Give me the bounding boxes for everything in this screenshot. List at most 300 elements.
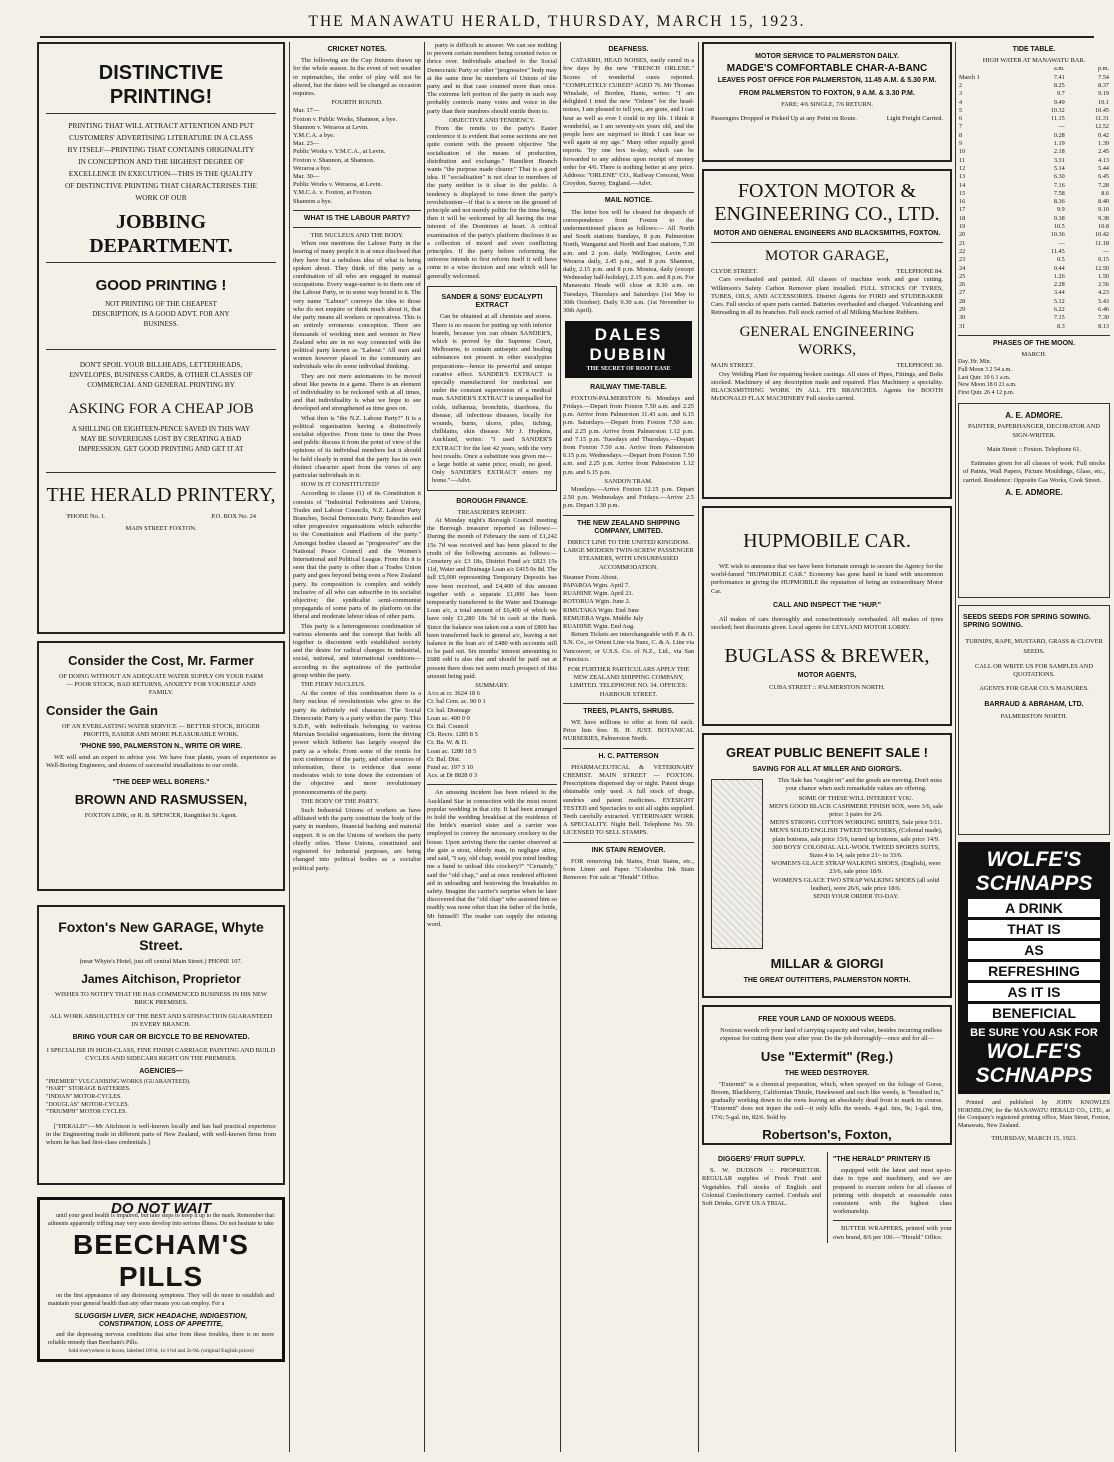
admore-body: Estimates given for all classes of work. Full stocks of Paints, Wall Papers, Picture Mouldings, Glass, etc., carried. Residence: Opposite Gas Works, Cook Street. xyxy=(963,460,1105,484)
diggers-heading: DIGGERS' FRUIT SUPPLY. xyxy=(718,1156,805,1163)
dales-name: DALES DUBBIN xyxy=(589,325,668,365)
table-row xyxy=(958,132,1110,140)
seeds-list: TURNIPS, RAPE, MUSTARD, GRASS & CLOVER SEEDS. xyxy=(965,637,1103,655)
table-cell: 2.56 xyxy=(1098,281,1109,289)
masthead-title: THE MANAWATU HERALD, THURSDAY, MARCH 15, 1923. xyxy=(308,13,806,30)
weeds-heading: FREE YOUR LAND OF NOXIOUS WEEDS. xyxy=(758,1016,896,1023)
table-cell: 9.10 xyxy=(1098,206,1109,214)
telephone-30: TELEPHONE 30. xyxy=(896,362,943,370)
dales-tag: THE SECRET OF ROOT EASE xyxy=(586,366,671,373)
admore-name-2: A. E. ADMORE. xyxy=(1005,487,1063,497)
farmer-advert xyxy=(37,641,285,891)
imprint-date: THURSDAY, MARCH 15, 1923. xyxy=(991,1134,1077,1142)
diggers-body: S. W. DUDSON :: PROPRIETOR. REGULAR supplies of Fresh Fruit and Vegetables. Full stocks of English and Colonial Confectionery carried. Cordials and Soft Drinks. GIVE US A TRIAL. xyxy=(702,1167,821,1208)
imprint: Printed and published by JOHN KNOWLES HORNBLOW, for the MANAWATU HERALD CO., LTD., at the Company's registered printing office, Main Street, Foxton, Manawatu, New Zealand. xyxy=(958,1100,1110,1130)
list-item: Public Works v. Weraroa, at Levin. xyxy=(293,181,383,189)
garage-agencies: AGENCIES— xyxy=(139,1067,183,1075)
general-engineering-heading: GENERAL ENGINEERING WORKS, xyxy=(739,324,915,359)
table-cell: 8.40 xyxy=(1098,198,1109,206)
dales-dubbin-advert xyxy=(565,321,692,377)
patterson-heading: H. C. PATTERSON xyxy=(598,752,659,760)
column-6 xyxy=(958,42,1110,1454)
table-cell: 5.43 xyxy=(1098,297,1109,305)
moon-month: MARCH. xyxy=(1021,351,1047,359)
table-cell: 10.45 xyxy=(1095,106,1109,114)
table-cell: 18 xyxy=(959,214,966,222)
table-cell: 2.18 xyxy=(1053,148,1065,156)
table-row xyxy=(958,281,1110,289)
buglass-address: CUBA STREET :: PALMERSTON NORTH. xyxy=(769,683,885,691)
patterson-body: PHARMACEUTICAL & VETERINARY CHEMIST. MAIN STREET — FOXTON. Prescriptions dispensed day or night. Patent drugs obtainable only used. A full stock of drugs, sundries and patent medicines. EYESIGHT TESTED and Spectacles to suit all sights supplied. Teeth carefully extracted. VETERINARY WORK A SPECIALITY. Night Bell. Telephone No. 59. LICENSED TO SELL STAMPS. xyxy=(563,763,694,837)
borough-sub: TREASURER'S REPORT. xyxy=(457,508,527,516)
be-sure: BE SURE YOU ASK FOR xyxy=(970,1027,1098,1040)
list-item: "HART" STORAGE BATTERIES. xyxy=(46,1086,131,1093)
column-rule xyxy=(424,42,425,1452)
table-row xyxy=(958,190,1110,198)
table-header xyxy=(958,65,1110,73)
brown-rasmussen: BROWN AND RASMUSSEN, xyxy=(74,791,248,807)
farmer-body: OF DOING WITHOUT AN ADEQUATE WATER SUPPLY ON YOUR FARM — POOR STOCK, BAD RETURNS, ANXIETY FOR YOURSELF AND FAMILY. xyxy=(58,673,264,697)
millar-sub: THE GREAT OUTFITTERS, PALMERSTON NORTH. xyxy=(743,977,911,985)
buglass-heading: BUGLASS & BREWER, xyxy=(724,645,930,668)
garage-wishes: WISHES TO NOTIFY THAT HE HAS COMMENCED BUSINESS IN HIS NEW BRICK PREMISES. xyxy=(55,991,267,1007)
table-cell: 27 xyxy=(959,289,966,297)
table-row xyxy=(958,206,1110,214)
list-item: Steamer From About. xyxy=(563,573,619,581)
good-printing-heading: GOOD PRINTING ! xyxy=(95,277,227,294)
labour-heading: WHAT IS THE LABOUR PARTY? xyxy=(303,214,411,222)
ink-body: FOR removing Ink Stains, Fruit Stains, etc., from Linen and Paper. "Columbia Ink Stain Remover. For sale at "Herald" Office. xyxy=(563,857,694,882)
table-cell: 10.36 xyxy=(1050,231,1065,239)
list-item: Last Qutr. 10 6 1 a.m. xyxy=(958,374,1011,381)
article-paragraph: THE BODY OF THE PARTY. xyxy=(301,797,379,805)
table-cell: 10.42 xyxy=(1095,231,1109,239)
tide-sub: HIGH WATER AT MANAWATU BAR. xyxy=(982,57,1086,65)
table-cell: 0.5 xyxy=(1056,256,1065,264)
madge-heading: MADGE'S COMFORTABLE CHAR-A-BANC xyxy=(726,63,928,75)
wolfe-title: WOLFE'S SCHNAPPS xyxy=(975,848,1093,896)
list-item: "DOUGLAS" MOTOR-CYCLES. xyxy=(46,1101,130,1108)
wolfe-line: BENEFICIAL xyxy=(968,1004,1100,1022)
table-row xyxy=(958,140,1110,148)
seeds-advert xyxy=(958,605,1110,835)
bottom-adverts xyxy=(702,1152,952,1243)
table-row xyxy=(958,256,1110,264)
shipping-return: Return Tickets are interchangeable with P. & O. S.N. Co., or Orient Line via Suez, C. & A. Line via Vancouver, or U.S.S. Co. of N.Z., Ltd., via San Francisco. xyxy=(563,631,694,663)
list-item: "INDIAN" MOTOR-CYCLES. xyxy=(46,1094,122,1101)
deep-well: "THE DEEP WELL BORERS." xyxy=(112,778,210,786)
herald-box: P.O. BOX No. 24 xyxy=(211,513,256,520)
article-paragraph: According to clause (1) of its Constitution it consists of "Industrial Federations and Unions, Trades and Labour Councils, N.Z. Labour Party Branches, Social Democratic Party Branches and other progressive organisations which subscribe to the Constitution and Platform of the party." Amongst bodies classed as "progressive" are the National Peace Council and the Women's International and Political League. From this it is seen that the party is other than a Trades Union party and goes beyond being even a New Zealand party. Its composition is complex and widely inclusive of all who can subscribe to its socialist objective; the syndicalist semi-communist propaganda of some parts of its platform on the liberal and moderate labour ideas of other parts. xyxy=(293,490,421,621)
shilling-text: A SHILLING OR EIGHTEEN-PENCE SAVED IN THIS WAY MAY BE SOVEREIGNS LOST BY CREATING A BAD IMPRESSION. GET GOOD PRINTING AND GET IT AT xyxy=(71,425,251,453)
list-item: Cr. bal Cem. ac. 90 0 1 xyxy=(427,698,486,706)
herald-printery-body: equipped with the latest and most up-to-date in type and machinery, and we are prepared to execute orders for all classes of printing with despatch at reasonable rates consistent with the highest class workmanship. xyxy=(833,1167,952,1216)
table-row xyxy=(958,99,1110,107)
masthead xyxy=(0,0,1114,40)
list-item: Ch. Recrs. 1285 8 5 xyxy=(427,731,478,739)
wolfe-line: AS IT IS xyxy=(968,983,1100,1001)
farmer-agent: FOXTON LINK, or R. B. SPENCER, Rangitikei St. Agent. xyxy=(84,811,238,819)
list-item: Shannon a bye. xyxy=(293,197,333,205)
table-cell: 5.14 xyxy=(1053,164,1065,172)
mail-heading: MAIL NOTICE. xyxy=(604,197,653,205)
motor-service-heading: MOTOR SERVICE TO PALMERSTON DAILY. xyxy=(755,53,899,60)
do-not-wait: DO NOT WAIT xyxy=(111,1200,211,1217)
sandon-heading: SANDON TRAM. xyxy=(604,477,653,485)
list-item: PAPAROA Wgtn. April 7. xyxy=(563,581,630,589)
table-cell: 7.28 xyxy=(1098,181,1109,189)
barraud-address: PALMERSTON NORTH. xyxy=(1000,712,1068,720)
table-header-cell: a.m. xyxy=(1054,65,1065,73)
millar-giorgi: MILLAR & GIORGI xyxy=(770,956,884,972)
sale-sub: SAVING FOR ALL AT MILLER AND GIORGI'S. xyxy=(752,766,902,773)
beecham-sold: Sold everywhere in boxes, labelled 10½d, 1s-1½d and 2s-9d. (original English prices) xyxy=(68,1348,254,1355)
table-row xyxy=(958,173,1110,181)
labour-continued: party is difficult to answer. We can see nothing to prevent certain members being counted twice or thrice over. Individuals attached to the Social Democratic Party or other "progressive" body may at the same time be members of Unions of the party and in that case counted more than once. The extreme left portion of the party in such way probably controls many votes and voice in the party than their numbers should entitle them to. xyxy=(427,42,557,115)
spoil-text: DON'T SPOIL YOUR BILLHEADS, LETTERHEADS, ENVELOPES, BUSINESS CARDS, & OTHER CLASSES OF COMMERCIAL AND GENERAL PRINTING BY xyxy=(69,361,253,389)
list-item: REMUERA Wgtn. Middle July xyxy=(563,614,644,622)
sale-illustration xyxy=(711,779,763,949)
column-3 xyxy=(427,42,557,1454)
list-item: Cr. bal. Drainage xyxy=(427,706,471,714)
list-item: 300 BOYS' COLONIAL ALL-WOOL TWEED SPORTS SUITS, Sizes 4 to 14, sale price 21/- to 33/6. xyxy=(772,843,940,860)
garage-near: (near Whyte's Hotel, just off central Main Street.) PHONE 107. xyxy=(79,958,243,965)
table-cell: 10 xyxy=(959,148,966,156)
table-row xyxy=(958,123,1110,131)
table-cell: 4.23 xyxy=(1098,289,1109,297)
table-cell: 5.44 xyxy=(1098,164,1109,172)
table-cell: 8 xyxy=(959,131,963,139)
sale-intro: This Sale has "caught on" and the goods are moving. Don't miss your chance when such remarkable values are offering. xyxy=(778,777,942,793)
list-item: Fund ac. 197 3 10 xyxy=(427,764,473,772)
list-item: Loan ac. 400 0 0 xyxy=(427,714,470,722)
table-cell: 12.52 xyxy=(1095,123,1109,131)
table-cell: 0.42 xyxy=(1098,131,1109,139)
admore-name: A. E. ADMORE. xyxy=(1005,411,1063,421)
list-item: ROTORUA Wgtn. June 2. xyxy=(563,598,631,606)
table-cell: 0.15 xyxy=(1098,256,1109,264)
table-row xyxy=(958,273,1110,281)
madge-fare: FARE: 4/6 SINGLE, 7/6 RETURN. xyxy=(781,100,873,108)
shipping-heading: THE NEW ZEALAND SHIPPING COMPANY, LIMITED. xyxy=(576,519,681,535)
beecham-list: SLUGGISH LIVER, SICK HEADACHE, INDIGESTION, CONSTIPATION, LOSS OF APPETITE, xyxy=(74,1312,248,1328)
cricket-body: The following are the Cup fixtures drawn up for the whole season. In the event of wet weather or reptmatches, the order of play will not be altered, but the dates will be changed as occasion requires. xyxy=(293,57,421,98)
robertsons-heading: Robertson's, Foxton, xyxy=(762,1126,892,1142)
summary-list xyxy=(427,690,557,780)
list-item: RUAHINE Wgtn. April 21. xyxy=(563,590,634,598)
table-cell: 3 xyxy=(959,90,963,98)
sandon-body: Mondays.—Arrive Foxton 12.15 p.m. Depart 2.50 p.m. Wednesdays and Fridays.—Arrive 2.5 p.m. Depart 3.30 p.m. xyxy=(563,485,694,510)
list-item: "PREMIER" VULCANISING WORKS (GUARANTEED). xyxy=(46,1078,191,1085)
table-row xyxy=(958,182,1110,190)
table-row xyxy=(958,240,1110,248)
jobbing-heading: JOBBING DEPARTMENT. xyxy=(89,211,233,257)
table-cell: 9.19 xyxy=(1098,90,1109,98)
table-cell: 8.25 xyxy=(1053,82,1065,89)
round-heading: FOURTH ROUND. xyxy=(331,99,383,107)
garage-bring: BRING YOUR CAR OR BICYCLE TO BE RENOVATED. xyxy=(72,1034,250,1042)
table-cell: 17 xyxy=(959,206,966,214)
table-cell: 12.50 xyxy=(1095,264,1109,272)
column-rule xyxy=(289,42,290,1452)
moon-list xyxy=(958,359,1110,397)
admore-trade: PAINTER, PAPERHANGER, DECORATOR AND SIGN-WRITER. xyxy=(967,423,1101,439)
list-item: Cr. Bal. Dist. xyxy=(427,755,461,763)
table-row xyxy=(958,265,1110,273)
mail-body: The letter box will be cleared for despatch of correspondence from Foxton to the undermentioned places as follows:— All North and South stations Sundays, 8 p.m. Palmerston North, Wanganui and North and East stations, 7.30 a.m. and 2 p.m. daily. Wellington, Levin and Weraroa daily, 2.45 p.m., and 8 p.m. Shannon, daily, 2.15 p.m. and 8 p.m. Moutoa, daily (except Wednesday half-holiday), 2.15 p.m. and 8 p.m. For Manawatu Heads will close at 8.30 a.m. on Tuesdays, Thursdays and Saturdays (1st May to 30th October). Daily 9.30 a.m. (1st November to 30th April). xyxy=(563,208,694,315)
table-row xyxy=(958,165,1110,173)
list-item: "TRIUMPH" MOTOR CYCLES. xyxy=(46,1109,127,1116)
table-cell: 11 xyxy=(959,156,965,164)
table-cell: 13 xyxy=(959,173,966,181)
table-cell: 10.5 xyxy=(1053,223,1065,231)
admore-advert xyxy=(958,403,1110,598)
farmer-send: WE will send an expert to advise you. We have four plants, years of experience as Well-Boring Engineers, and dozens of successful installations to our credit. xyxy=(46,754,276,770)
farmer-phone: 'PHONE 590, PALMERSTON N., WRITE OR WIRE. xyxy=(79,743,243,751)
foxton-motor-advert xyxy=(702,169,952,499)
list-item: MEN'S SOLID ENGLISH TWEED TROUSERS, (Colonial made), plain bottoms, sale price 13/6, turned up bottoms, sale price 14/9. xyxy=(769,827,943,843)
table-row xyxy=(958,223,1110,231)
beechams-pills-title: BEECHAM'S PILLS xyxy=(73,1229,249,1293)
table-cell: 6.30 xyxy=(1053,173,1065,181)
wolfes-schnapps-advert xyxy=(958,842,1110,1094)
hupmobile-heading: HUPMOBILE CAR. xyxy=(743,530,911,552)
table-row xyxy=(958,90,1110,98)
table-cell: 9.7 xyxy=(1056,90,1065,98)
objective-heading: OBJECTIVE AND TENDENCY. xyxy=(449,116,535,124)
printing-heading: DISTINCTIVE PRINTING! xyxy=(98,62,224,108)
list-item: Foxton v. Public Works, Shannon, a bye. xyxy=(293,115,398,123)
printing-body: PRINTING THAT WILL ATTRACT ATTENTION AND PUT CUSTOMERS' ADVERTISING LITERATURE IN A CLASS BY ITSELF—PRINTING THAT CONTAINS ORIGINALITY IN CONCEPTION AND THE HIGHEST DEGREE OF EXCELLENCE IN EXECUTION—THIS IS THE QUALITY OF DISTINCTIVE PRINTING THAT CHARACTERISES THE WORK OF OUR xyxy=(65,121,257,202)
list-item: Foxton v. Shannon, at Shannon. xyxy=(293,156,375,164)
borough-body: At Monday night's Borough Council meeting the Borough treasurer reported as follows:—During the month of February the sum of £1,242 15s 7d was received and has been placed to the credit of the following accounts as follows:—Cemetery a/c £3 18s, District Fund a/c £823 15s 11d, Water and Drainage Loan a/c £415 0s 8d. The full £5,000 representing Temporary Deposits has now been received, and £4,400 of this amount together with a separate £1,000 has been temporarily transferred to the Water and Drainage Loan a/c, a total amount of £6,400 of which we have only £1,280 18s 5d in cash at the Bank. Since the balance was taken out a sum of £800 has been transferred back to general a/c, leaving a net balance in the loan a/c of £480 with accounts still to be paid out. Six months' interest amounting to £688 odd is also due and should be paid out at present there does not seem much prospect of this amount being paid. xyxy=(427,516,557,680)
table-row xyxy=(958,248,1110,256)
general-engineering-body: Oxy Welding Plant for repairing broken castings. All sizes of Pipes, Fittings, and Bolts stocked. Machinery of any description made and repaired. Flax Machinery a speciality. BLACKSMITHING WORK IN ALL ITS BRANCHES. Agents for BOOTH McDONALD FLAX MACHINERY Full stocks carried. xyxy=(711,370,943,403)
table-row xyxy=(958,289,1110,297)
table-row xyxy=(958,148,1110,156)
table-cell: March 1 xyxy=(959,73,980,81)
table-cell: 7.15 xyxy=(1053,314,1065,322)
list-item: SOME OF THESE WILL INTEREST YOU. xyxy=(798,794,914,802)
column-2 xyxy=(293,42,421,1454)
list-item: MEN'S STRONG COTTON WORKING SHIRTS, Sale price 5/11. xyxy=(770,819,942,827)
labour-sub: THE NUCLEUS AND THE BODY. xyxy=(310,232,404,240)
sanders-heading: SANDER & SONS' EUCALYPTI EXTRACT xyxy=(441,293,543,310)
table-cell: 2.45 xyxy=(1098,148,1109,156)
beecham-intro: until your good health is impaired, but take steps to keep it up to the mark. Remember that ailments apparently trifling may very soon develop into serious illness. Do not hesitate to take xyxy=(48,1213,274,1227)
list-item: Cr. Ba. W. & D. xyxy=(427,739,468,747)
table-cell: 20 xyxy=(959,231,966,239)
extermit-heading: Use "Extermit" (Reg.) xyxy=(760,1048,894,1064)
table-cell: 11.15 xyxy=(1050,115,1065,123)
list-item: WOMEN'S GLACE STRAP WALKING SHOES, (English), were 23/6, sale price 18/9. xyxy=(771,860,941,876)
deafness-heading: DEAFNESS. xyxy=(608,46,649,53)
sanders-body: Can be obtained at all chemists and stores. There is no reason for putting up with inferior brands, because you can obtain SANDER'S, which is proved by the Supreme Court, Melbourne, to contain antiseptic and healing substances not present in other eucalyptus preparations—hence its powerful and unique curative effect. SANDER'S EXTRACT is specially manufactured for medicinal use under the constant supervision of a medical man. SANDER'S EXTRACT is unequalled for colds, influenza, bronchitis, diarrhoea, flu disease, all infectious diseases, locally for wounds, burns, ulcers, piles, itching, chilblains, skin disease. Mr J. Hopkins, Auckland, writes: "I used SANDER'S EXTRACT for the last 42 years, with the very best results. Once a substitute was given me—a large bottle at same price; result, no good. Only SANDER'S EXTRACT enters my home."—Advt. xyxy=(432,313,552,485)
gain-body: OF AN EVERLASTING WATER SERVICE — BETTER STOCK, BIGGER PROFITS, EASIER AND MORE PLEASURABLE WORK. xyxy=(62,722,260,738)
sale-advert xyxy=(702,733,952,998)
masthead-rule xyxy=(40,36,1094,38)
table-cell: 2 xyxy=(959,82,963,89)
table-row xyxy=(958,107,1110,115)
table-cell: 6.22 xyxy=(1053,306,1065,314)
list-item: Shannon v. Weraroa at Levin. xyxy=(293,123,369,131)
garage-agency-list xyxy=(46,1079,276,1117)
summary-heading: SUMMARY. xyxy=(475,682,509,690)
list-item: Y.M.C.A. a bye. xyxy=(293,132,335,140)
weeds-body: Noxious weeds rob your land of carrying capacity and value, besides incurring endless expense for cutting them year after year. Do the job thoroughly—once and for all— xyxy=(719,1027,942,1043)
table-cell: 10.32 xyxy=(1050,106,1065,114)
table-cell: 11.45 xyxy=(1050,247,1065,255)
table-cell: 0.28 xyxy=(1053,131,1065,139)
article-paragraph: They are not mere automatons to be moved about like pawns in a game. There is an element of individuality to be reckoned with at all times, and that individuality is what we hope to see developed and strengthened as time goes on. xyxy=(293,372,421,413)
column-1 xyxy=(37,42,285,1454)
table-cell: 12 xyxy=(959,164,966,172)
herald-printery-heading: THE HERALD PRINTERY, xyxy=(46,484,276,506)
list-item: Cr. Bal. Council xyxy=(427,723,469,731)
table-cell: 6 xyxy=(959,115,963,123)
table-cell: 26 xyxy=(959,281,966,289)
tide-table xyxy=(958,65,1110,331)
table-row xyxy=(958,215,1110,223)
table-row xyxy=(958,157,1110,165)
list-item: Loan ac. 1280 18 5 xyxy=(427,747,477,755)
fixtures-list xyxy=(293,107,421,205)
table-cell: 11.18 xyxy=(1095,239,1109,247)
table-cell: 28 xyxy=(959,297,966,305)
wolfe-line: THAT IS xyxy=(968,920,1100,938)
admore-address: Main Street :: Foxton. Telephone 61. xyxy=(986,445,1082,453)
column-rule xyxy=(698,42,699,1452)
table-cell: 31 xyxy=(959,322,966,330)
shipping-body: DIRECT LINE TO THE UNITED KINGDOM. LARGE MODERN TWIN-SCREW PASSENGER STEAMERS, WITH UNSURPASSED ACCOMMODATION. xyxy=(563,538,694,571)
table-cell: 10.8 xyxy=(1098,223,1109,231)
ship-list xyxy=(563,574,694,631)
list-item: New Moon 18 0 21 a.m. xyxy=(958,382,1017,389)
article-paragraph: At the centre of this combination there is a fiery nucleus of revolutionists who give to the party its definitely red character. The Social Democratic Party is a party within the party. This S.D.P., with individuals belonging to various Marxian Socialist organisations, form the driving power which hitherto has largely swayed the party as a whole. From some of the remits for next conference of the party, and other sources of information, there is evidence that some moderates wish to tone down the extremism of the objective and more revolutionary pronouncements of the party. xyxy=(293,690,421,796)
list-item: Mar. 17— xyxy=(293,107,320,115)
sale-heading: GREAT PUBLIC BENEFIT SALE ! xyxy=(726,745,928,760)
garage-proprietor: James Aitchison, Proprietor xyxy=(81,972,241,987)
list-item: RIMUTAKA Wgtn. End June xyxy=(563,606,640,614)
table-cell: — xyxy=(1058,123,1065,131)
hupmobile-body: WE wish to announce that we have been fortunate enough to secure the Agency for the world-famed "HUPMOBILE CAR." Economy has gone hand in hand with uncommon performance in giving the HUPMOBILE the reputation of being an extraordinary Motor Car. xyxy=(711,563,943,595)
table-cell: 9.9 xyxy=(1056,206,1065,214)
table-cell: 9.38 xyxy=(1053,214,1065,222)
extermit-sub: THE WEED DESTROYER. xyxy=(784,1069,870,1077)
beecham-end: and the depressing nervous conditions that arise from these troubles, there is no more reliable remedy than Beecham's Pills. xyxy=(48,1331,274,1346)
wolfe-line: REFRESHING xyxy=(968,962,1100,980)
table-cell: 2.28 xyxy=(1053,281,1065,289)
beecham-body: on the first appearance of any distressing symptoms. They will do more to establish and maintain your general health than any other means you can employ. For a xyxy=(48,1293,274,1307)
trees-heading: TREES, PLANTS, SHRUBS. xyxy=(583,707,674,715)
list-item: Weraroa a bye. xyxy=(293,164,332,172)
extermit-advert xyxy=(702,1005,952,1145)
madge-freight: Light Freight Carried. xyxy=(886,115,943,123)
table-cell: 16 xyxy=(959,198,966,206)
list-item: First Qutr. 26 4 12 p.m. xyxy=(958,389,1015,396)
seeds-call: CALL OR WRITE US FOR SAMPLES AND QUOTATIONS. xyxy=(975,662,1093,678)
table-cell: 19 xyxy=(959,223,966,231)
list-item: WOMEN'S GLACE TWO STRAP WALKING SHOES (all solid leather), were 26/6, sale price 18/6. xyxy=(772,876,940,892)
article-paragraph: Such Industrial Unions of workers as have affiliated with the party constitute the body of the party in numbers, financial backing and material support. It is on the Unions of workers the party chiefly relies. These Unions, constituted and registered for industrial purposes, are being changed into political bodies as a socialist political party. xyxy=(293,807,421,872)
table-cell: 14 xyxy=(959,181,966,189)
table-cell: 15 xyxy=(959,189,966,197)
list-item: Acs. at Dr 8828 0 3 xyxy=(427,772,478,780)
table-cell: 7.41 xyxy=(1053,73,1065,81)
cricket-heading: CRICKET NOTES. xyxy=(327,46,387,53)
article-paragraph: HOW IS IT CONSTITUTED? xyxy=(301,481,380,489)
table-cell: 23 xyxy=(959,256,966,264)
table-cell: 0.44 xyxy=(1053,264,1065,272)
sanders-advert xyxy=(427,286,557,491)
table-cell: 10.1 xyxy=(1098,98,1109,106)
table-cell: 3.44 xyxy=(1053,289,1065,297)
table-cell: 4 xyxy=(959,98,963,106)
railway-body: FOXTON-PALMERSTON N. Mondays and Fridays.—Depart from Foxton 7.50 a.m. and 2.25 p.m. Arrive from Palmerston 11.43 a.m. and 6.15 p.m. Saturdays.—Depart from Foxton 7.50 a.m. and 2.25 p.m. Arrive from Palmerston 1.12 p.m. and 7.15 p.m. Tuesdays and Thursdays.—Depart from Foxton 7.50 a.m. Arrive from Palmerston 6.15 p.m. Wednesdays.—Depart from Foxton 7.50 a.m. and 2.25 p.m. Arrive from Palmerston 1.12 p.m. and 6.15 p.m. xyxy=(563,394,694,476)
madge-leaves: LEAVES POST OFFICE FOR PALMERSTON, 11.45 A.M. & 5.30 P.M. xyxy=(717,77,937,85)
column-5 xyxy=(702,42,952,1454)
list-item: MEN'S GOOD BLACK CASHMERE FINISH SOX, were 3/6, sale price: 3 pairs for 2/6. xyxy=(769,802,943,819)
motor-garage-heading: MOTOR GARAGE, xyxy=(765,248,889,265)
main-street: MAIN STREET. xyxy=(711,362,755,370)
gain-heading: Consider the Gain xyxy=(46,702,158,718)
buglass-sub: MOTOR AGENTS, xyxy=(797,672,857,680)
wolfe-line: AS xyxy=(968,941,1100,959)
objective-body: From the remits to the party's Easter conference it is evident that some sections are not quite content with the present objective "the socialisation of the means of production, distribution and exchange." Hamilton Branch wants "the purpose made clearer." That is a good idea. If "socialisation" is not clear to members of the party neither is it clear to the public. A tendency is displayed to tone down the party's revolutionism—if that is a move on the ground of principle and not merely politic for the time being, then it will be welcomed by all having the true interest of the Dominion at heart. A critical examination of the party's platform discloses it as a collection of mixed and even conflicting principles. If the party before reforming the universe intends to first reform itself it will have come to a wise decision and one which will be generally welcomed. xyxy=(427,125,557,280)
printing-advert xyxy=(37,42,285,634)
table-row xyxy=(958,82,1110,90)
list-item: Day. Hr. Min. xyxy=(958,359,992,366)
table-row xyxy=(958,298,1110,306)
herald-phone: 'PHONE No. 1. xyxy=(66,513,106,520)
table-row xyxy=(958,198,1110,206)
article-paragraph: What then is "the N.Z. Labour Party?" It is a political organisation having a distinctively socialist objective. From time to time the Press and public discuss it from the point of view of the opinions of its individual members but it should be held clearly in mind that the party has its own distinct character apart from the views of any particular individuals in it. xyxy=(293,414,421,479)
table-cell: 1.39 xyxy=(1098,140,1109,148)
table-cell: 1.19 xyxy=(1053,140,1065,148)
garage-note: ["HERALD":—Mr Aitchison is well-known locally and has had practical experience in the Engineering trade in different parts of New Zealand, with well-known firms from whom he has had first-class credentials.] xyxy=(46,1122,276,1147)
extermit-body: "Extermit" is a chemical preparation, which, when sprayed on the foliage of Gorse, Broom, Blackberry, Californian Thistle, Hawkweed and such like weeds, is "breathed in," gradually working down to the roots leaving an absolutely dead front to mark its course. "Extermit" does not injure the soil—it only kills the weeds. 4-gal. tins, 9s; 1-gal. tins, 17/6; 5-gal. tin, 82/6. Sold by xyxy=(711,1080,943,1121)
madge-from: FROM PALMERSTON TO FOXTON, 9 A.M. & 3.30 P.M. xyxy=(739,89,915,97)
hupmobile-advert xyxy=(702,506,952,726)
table-header-cell xyxy=(958,65,1021,73)
table-cell: 8.6 xyxy=(1101,189,1109,197)
table-cell: 11.31 xyxy=(1095,115,1109,123)
table-row xyxy=(958,231,1110,239)
seeds-agents: AGENTS FOR GEAR CO.'S MANURES. xyxy=(979,685,1089,693)
list-item: Public Works v. Y.M.C.A., at Levin. xyxy=(293,148,386,156)
table-cell: 6.45 xyxy=(1098,173,1109,181)
table-cell: 7 xyxy=(959,123,963,131)
tide-heading: TIDE TABLE. xyxy=(1012,46,1056,53)
table-row xyxy=(958,115,1110,123)
table-cell: — xyxy=(1058,239,1065,247)
column-rule xyxy=(955,42,956,1452)
article-paragraph: THE FIERY NUCLEUS. xyxy=(301,681,366,689)
table-cell: 25 xyxy=(959,272,966,280)
table-cell: 21 xyxy=(959,239,966,247)
article-paragraph: This party is a heterogeneous combination of various elements and the concept that holds all together is discontent with established society and the desire for radical changes in industrial, social, national, and international conditions—according to the aspirations of the particular group within the party. xyxy=(293,622,421,679)
wolfe-title-2: WOLFE'S SCHNAPPS xyxy=(975,1040,1093,1088)
table-cell: 7.30 xyxy=(1098,314,1109,322)
table-cell: 7.16 xyxy=(1053,181,1065,189)
clyde-street: CLYDE STREET. xyxy=(711,268,758,276)
telephone-84: TELEPHONE 84. xyxy=(896,268,943,276)
herald-street: MAIN STREET FOXTON. xyxy=(125,525,197,533)
table-cell: 8.3 xyxy=(1056,322,1065,330)
table-cell: 8.13 xyxy=(1098,322,1109,330)
article-paragraph: When one mentions the Labour Party in the hearing of many people it is at once disclosed that they have but a nebulous idea of what is being spoken about. They think of this party as a combination of all who are engaged in manual occupations. Every wage-earner is to them one of the Labour Party, or in some way bound to it. The very name "Labour" conveys the idea to those who do not enquire or think much about it, that the party means all workers or operatives. This is an entirely erroneous conception. There are thousands of working men and women in New Zealand who are in no way connected with the political party known as "Labour." All men and women however placed in the community are individuals who do some individual thinking. xyxy=(293,240,421,371)
table-cell: — xyxy=(1102,247,1109,255)
